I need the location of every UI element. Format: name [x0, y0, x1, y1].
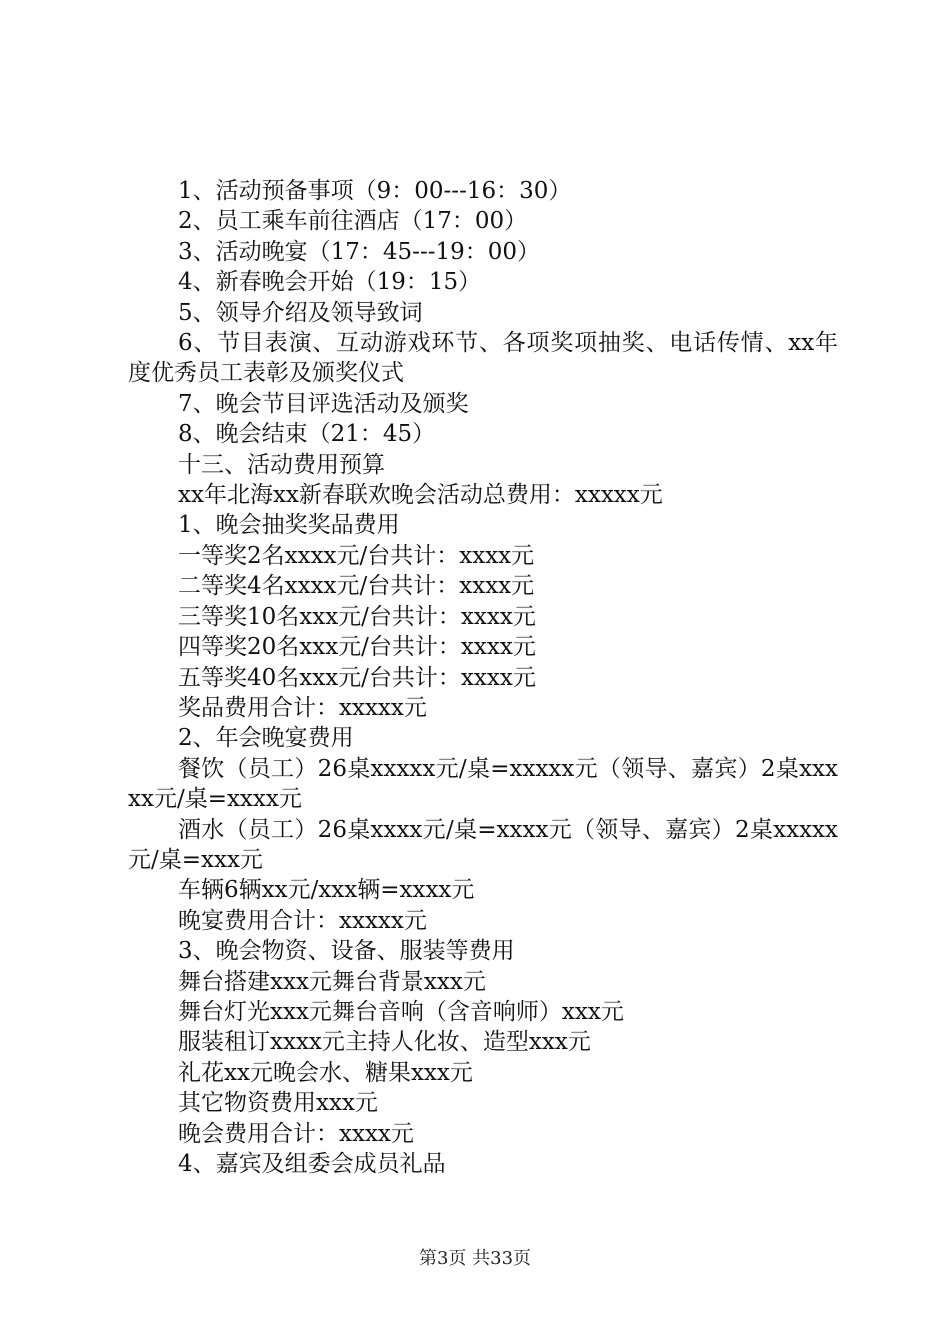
paragraph: 4、新春晚会开始（19：15） — [178, 269, 482, 296]
paragraph: 7、晚会节目评选活动及颁奖 — [178, 390, 469, 417]
paragraph: 餐饮（员工）26桌xxxxx元/桌=xxxxx元（领导、嘉宾）2桌xxxxx元/桌=xxxx元 — [128, 755, 838, 813]
page-footer — [0, 1244, 950, 1270]
paragraph: 晚宴费用合计：xxxxx元 — [178, 907, 427, 934]
paragraph: 8、晚会结束（21：45） — [178, 421, 436, 448]
paragraph: 车辆6辆xx元/xxx辆=xxxx元 — [178, 877, 475, 904]
document-body — [128, 176, 838, 1179]
paragraph: 5、领导介绍及领导致词 — [178, 299, 423, 326]
paragraph: 舞台灯光xxx元舞台音响（含音响师）xxx元 — [178, 998, 624, 1025]
section-heading: 十三、活动费用预算 — [178, 451, 385, 478]
paragraph: 舞台搭建xxx元舞台背景xxx元 — [178, 968, 486, 995]
paragraph: 一等奖2名xxxx元/台共计：xxxx元 — [178, 542, 535, 569]
paragraph: 6、节目表演、互动游戏环节、各项奖项抽奖、电话传情、xx年度优秀员工表彰及颁奖仪式 — [128, 330, 838, 387]
paragraph: 二等奖4名xxxx元/台共计：xxxx元 — [178, 573, 535, 600]
paragraph: 礼花xx元晚会水、糖果xxx元 — [178, 1059, 473, 1086]
paragraph: 五等奖40名xxx元/台共计：xxxx元 — [178, 664, 536, 691]
paragraph: 其它物资费用xxx元 — [178, 1090, 378, 1117]
paragraph: 4、嘉宾及组委会成员礼品 — [178, 1151, 446, 1177]
paragraph: 晚会费用合计：xxxx元 — [178, 1120, 414, 1147]
paragraph: 1、晚会抽奖奖品费用 — [178, 512, 400, 539]
paragraph: 酒水（员工）26桌xxxx元/桌=xxxx元（领导、嘉宾）2桌xxxxx元/桌=xxx元 — [128, 816, 838, 873]
paragraph: 三等奖10名xxx元/台共计：xxxx元 — [178, 603, 536, 630]
paragraph: 四等奖20名xxx元/台共计：xxxx元 — [178, 634, 536, 661]
paragraph: 2、年会晚宴费用 — [178, 725, 354, 752]
paragraph: 3、晚会物资、设备、服装等费用 — [178, 938, 515, 965]
paragraph: xx年北海xx新春联欢晚会活动总费用：xxxxx元 — [178, 482, 663, 509]
paragraph: 1、活动预备事项（9：00---16：30） — [178, 178, 572, 204]
paragraph: 2、员工乘车前往酒店（17：00） — [178, 208, 528, 235]
page-number: 第3页 共33页 — [418, 1248, 532, 1269]
paragraph: 服装租订xxxx元主持人化妆、造型xxx元 — [178, 1029, 591, 1056]
paragraph: 3、活动晚宴（17：45---19：00） — [178, 238, 541, 265]
paragraph: 奖品费用合计：xxxxx元 — [178, 694, 427, 721]
